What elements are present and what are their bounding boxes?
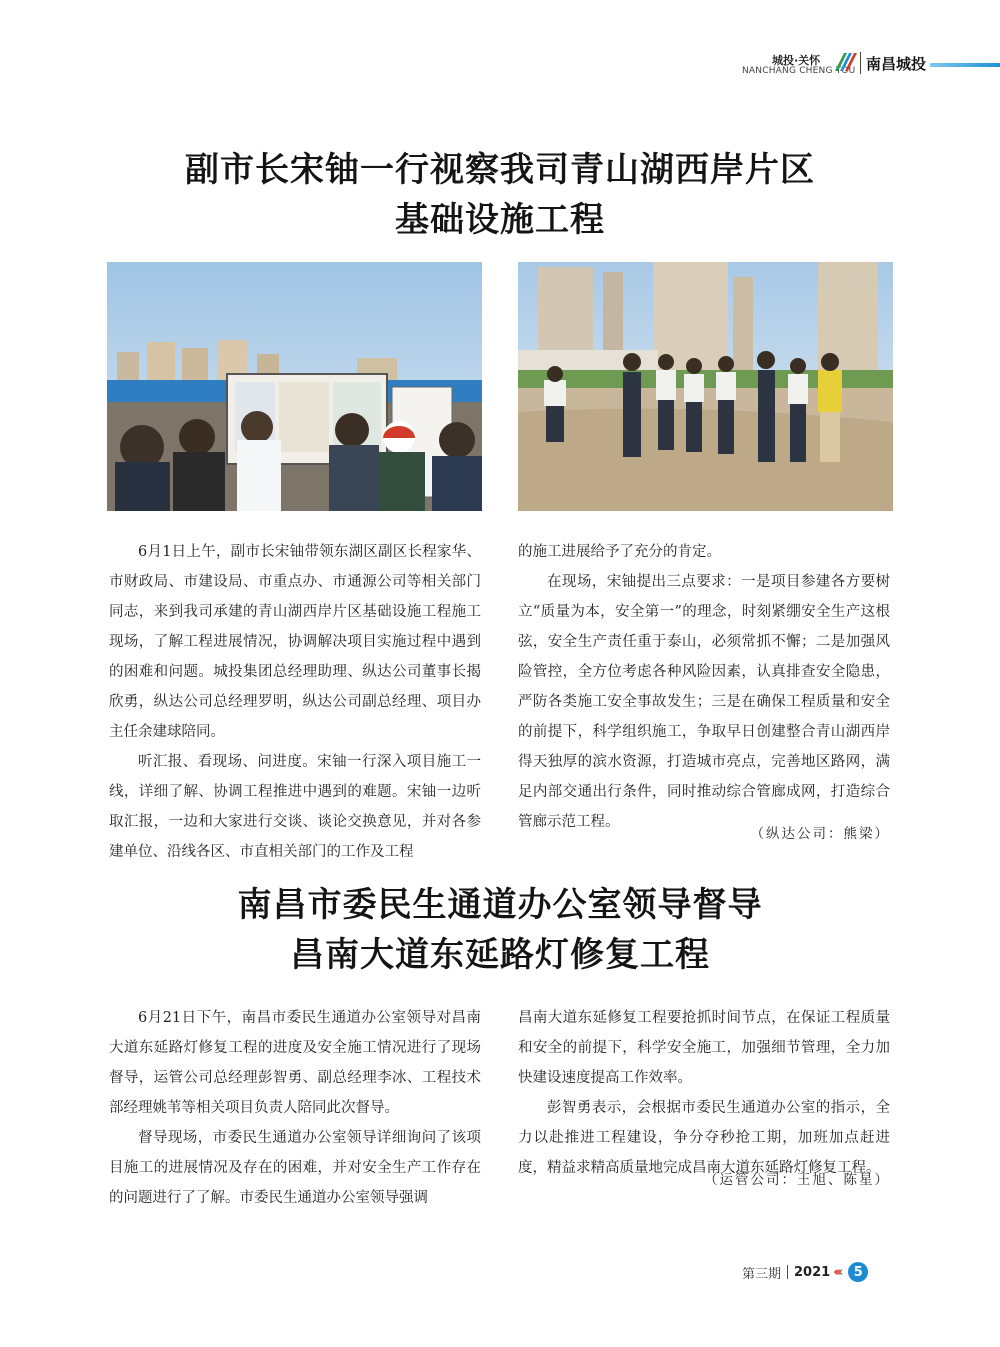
- article1-column-left: [109, 537, 481, 867]
- article1-title: [0, 145, 1000, 245]
- chevrons-icon: ‹‹‹: [833, 1264, 841, 1280]
- header-tagline-en: NANCHANG CHENG TOU: [742, 66, 856, 76]
- article1-column-right: [518, 537, 890, 837]
- issue-label: 第三期: [742, 1266, 782, 1282]
- article1-title-line: 基础设施工程: [395, 200, 605, 240]
- header-accent-line: [930, 63, 1000, 67]
- article2-column-right: [518, 1003, 890, 1183]
- article2-column-left: [109, 1003, 481, 1213]
- article2-title-line: 昌南大道东延路灯修复工程: [290, 935, 710, 975]
- header-tagline: 城投·关怀: [772, 54, 821, 67]
- article2-title: [0, 880, 1000, 980]
- page-number: 5: [848, 1262, 868, 1282]
- paragraph: 听汇报、看现场、问进度。宋铀一行深入项目施工一线，详细了解、协调工程推进中遇到的难题。宋铀一边听取汇报，一边和大家进行交谈、谈论交换意见，并对各参建单位、沿线各区、市直相关部门的工作及工程: [109, 754, 481, 860]
- page-footer: [742, 1260, 868, 1284]
- meeting-with-display-boards-photo: [107, 262, 482, 511]
- year-label: 2021: [794, 1264, 831, 1280]
- paragraph: 6月1日上午，副市长宋铀带领东湖区副区长程家华、市财政局、市建设局、市重点办、市通源公司等相关部门同志，来到我司承建的青山湖西岸片区基础设施工程施工现场，了解工程进展情况，协调解决项目实施过程中遇到的困难和问题。城投集团总经理助理、纵达公司董事长揭欣勇，纵达公司总经理罗明，纵达公司副总经理、项目办主任余建球陪同。: [109, 544, 481, 740]
- paragraph: 在现场，宋铀提出三点要求：一是项目参建各方要树立“质量为本，安全第一”的理念，时刻紧绷安全生产这根弦，安全生产责任重于泰山，必须常抓不懈；二是加强风险管控，全方位考虑各种风险因素，认真排查安全隐患，严防各类施工安全事故发生；三是在确保工程质量和安全的前提下，科学组织施工，争取早日创建整合青山湖西岸得天独厚的滨水资源，打造城市亮点，完善地区路网，满足内部交通出行条件，同时推动综合管廊成网，打造综合管廊示范工程。: [518, 574, 890, 830]
- paragraph: 督导现场，市委民生通道办公室领导详细询问了该项目施工的进展情况及存在的困难，并对安全生产工作存在的问题进行了了解。市委民生通道办公室领导强调: [109, 1130, 481, 1206]
- paragraph: 的施工进展给予了充分的肯定。: [518, 544, 721, 560]
- article1-credit: （纵达公司：熊梁）: [750, 826, 890, 842]
- article2-title-line: 南昌市委民生通道办公室领导督导: [237, 885, 763, 925]
- footer-divider: [787, 1265, 788, 1279]
- site-inspection-group-photo: [518, 262, 893, 511]
- chengtou-logo-icon: [832, 49, 858, 75]
- article2-credit: （运管公司：王旭、陈星）: [704, 1172, 890, 1188]
- paragraph: 彭智勇表示，会根据市委民生通道办公室的指示，全力以赴推进工程建设，争分夺秒抢工期，加班加点赶进度，精益求精高质量地完成昌南大道东延路灯修复工程。: [518, 1100, 890, 1176]
- header-brand: 南昌城投: [866, 55, 927, 73]
- paragraph: 昌南大道东延修复工程要抢抓时间节点，在保证工程质量和安全的前提下，科学安全施工，加强细节管理，全力加快建设速度提高工作效率。: [518, 1010, 890, 1086]
- article1-title-line: 副市长宋铀一行视察我司青山湖西岸片区: [185, 150, 815, 190]
- header-divider: [860, 52, 861, 74]
- paragraph: 6月21日下午，南昌市委民生通道办公室领导对昌南大道东延路灯修复工程的进度及安全施工情况进行了现场督导，运管公司总经理彭智勇、副总经理李冰、工程技术部经理姚苇等相关项目负责人陪同此次督导。: [109, 1010, 481, 1116]
